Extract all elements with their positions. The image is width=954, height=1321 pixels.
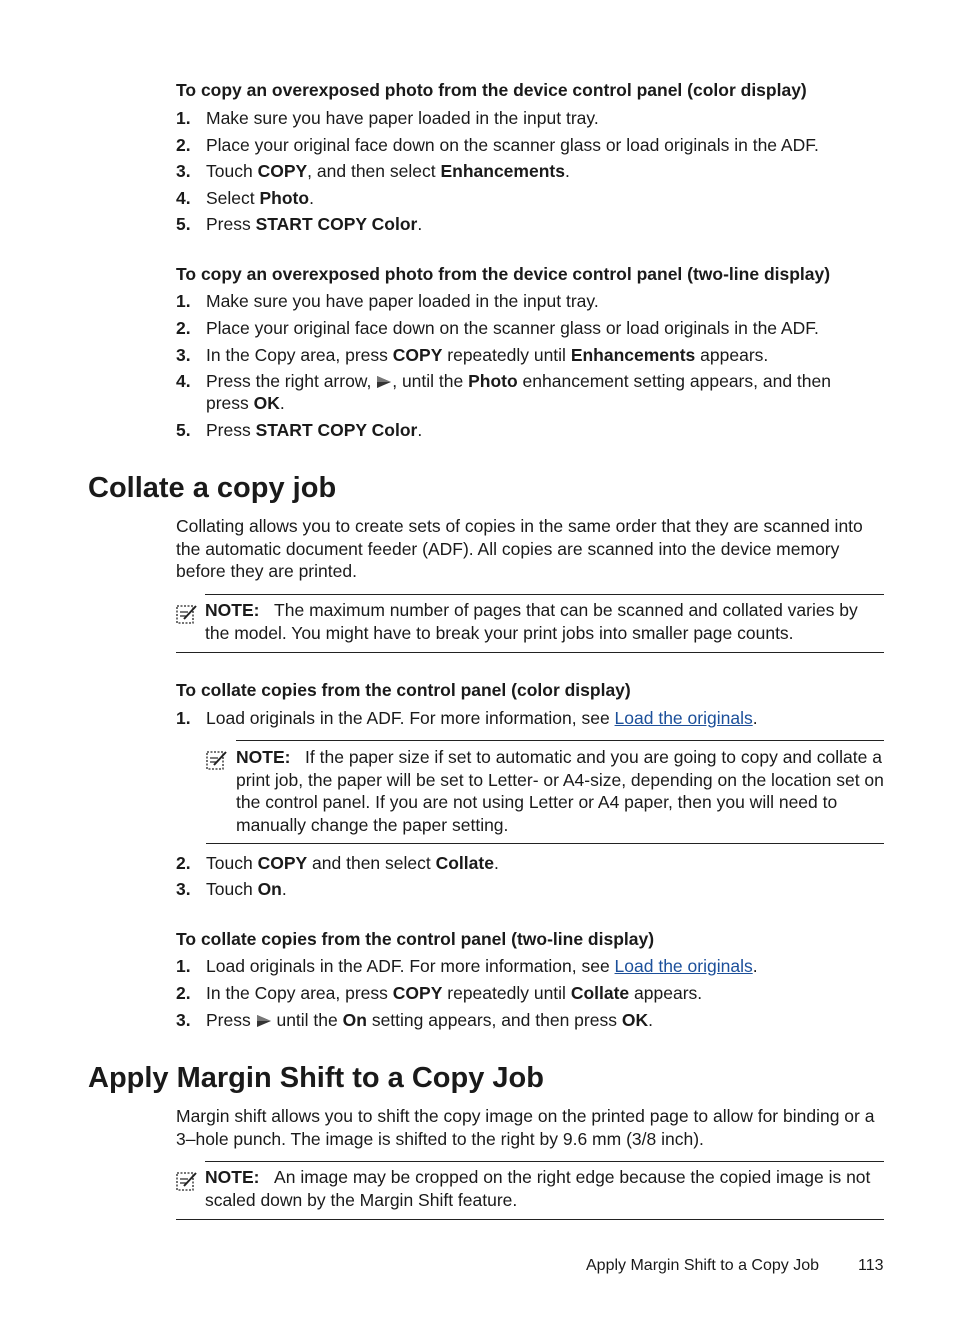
load-originals-link[interactable]: Load the originals bbox=[614, 956, 753, 976]
step-text: Touch COPY and then select Collate. bbox=[206, 853, 499, 873]
note-rule bbox=[205, 594, 884, 595]
step-text: Press START COPY Color. bbox=[206, 420, 423, 440]
step-number: 1. bbox=[176, 291, 191, 311]
step-number: 2. bbox=[176, 135, 191, 155]
footer-title: Apply Margin Shift to a Copy Job bbox=[586, 1257, 820, 1274]
load-originals-link[interactable]: Load the originals bbox=[614, 708, 753, 728]
procedure-title-two-line-display: To copy an overexposed photo from the device control panel (two-line display) bbox=[176, 264, 831, 284]
step-number: 2. bbox=[176, 853, 191, 873]
step-text: Select Photo. bbox=[206, 188, 314, 208]
right-arrow-icon bbox=[256, 1014, 272, 1028]
note-pencil-icon bbox=[176, 603, 198, 625]
step-number: 3. bbox=[176, 161, 191, 181]
step-number: 1. bbox=[176, 108, 191, 128]
step-number: 2. bbox=[176, 983, 191, 1003]
section-heading-collate: Collate a copy job bbox=[88, 472, 337, 504]
step-number: 3. bbox=[176, 345, 191, 365]
note-pencil-icon bbox=[206, 749, 228, 771]
step-number: 1. bbox=[176, 956, 191, 976]
step-number: 5. bbox=[176, 214, 191, 234]
section-heading-margin-shift: Apply Margin Shift to a Copy Job bbox=[88, 1062, 544, 1094]
note-rule bbox=[205, 1161, 884, 1162]
procedure-title-color-display: To copy an overexposed photo from the device control panel (color display) bbox=[176, 80, 807, 100]
procedure-title-collate-two-line: To collate copies from the control panel (two-line display) bbox=[176, 929, 655, 949]
note-rule bbox=[236, 740, 884, 741]
step-text: Make sure you have paper loaded in the input tray. bbox=[206, 108, 599, 128]
step-number: 4. bbox=[176, 188, 191, 208]
note-text: NOTE: An image may be cropped on the right edge because the copied image is not scaled down by the Margin Shift feature. bbox=[205, 1167, 871, 1210]
step-number: 3. bbox=[176, 879, 191, 899]
step-number: 2. bbox=[176, 318, 191, 338]
note-box bbox=[176, 1161, 884, 1220]
page-number: 113 bbox=[858, 1257, 884, 1274]
step-text: Touch COPY, and then select Enhancements. bbox=[206, 161, 570, 181]
step-number: 5. bbox=[176, 420, 191, 440]
note-box bbox=[206, 740, 884, 844]
step-text: In the Copy area, press COPY repeatedly until Collate appears. bbox=[206, 983, 703, 1003]
procedure-title-collate-color: To collate copies from the control panel (color display) bbox=[176, 680, 631, 700]
step-text: Place your original face down on the scanner glass or load originals in the ADF. bbox=[206, 135, 819, 155]
step-text: Load originals in the ADF. For more information, see Load the originals. bbox=[206, 708, 758, 728]
step-number: 1. bbox=[176, 708, 191, 728]
step-text: Place your original face down on the scanner glass or load originals in the ADF. bbox=[206, 318, 819, 338]
right-arrow-icon bbox=[376, 375, 392, 389]
note-pencil-icon bbox=[176, 1170, 198, 1192]
collate-intro: Collating allows you to create sets of copies in the same order that they are scanned into the automatic document feeder (ADF). All copies are scanned into the device memory before they are printed. bbox=[176, 516, 863, 581]
step-text: Load originals in the ADF. For more information, see Load the originals. bbox=[206, 956, 758, 976]
step-text: Make sure you have paper loaded in the input tray. bbox=[206, 291, 599, 311]
note-box bbox=[176, 594, 884, 653]
step-text: Press until the On setting appears, and then press OK. bbox=[206, 1010, 653, 1030]
step-text: Press START COPY Color. bbox=[206, 214, 423, 234]
margin-shift-intro: Margin shift allows you to shift the copy image on the printed page to allow for binding or a 3–hole punch. The image is shifted to the right by 9.6 mm (3/8 inch). bbox=[176, 1106, 875, 1149]
note-text: NOTE: If the paper size if set to automatic and you are going to copy and collate a print job, the paper will be set to Letter- or A4-size, depending on the location set on the control panel. If you are not using Letter or A4 paper, then you will need to manually change the paper setting. bbox=[236, 747, 884, 835]
step-number: 4. bbox=[176, 371, 191, 391]
step-text: Touch On. bbox=[206, 879, 287, 899]
note-text: NOTE: The maximum number of pages that can be scanned and collated varies by the model. You might have to break your print jobs into smaller page counts. bbox=[205, 600, 858, 643]
step-text: Press the right arrow, , until the Photo enhancement setting appears, and then press OK. bbox=[206, 371, 831, 413]
step-number: 3. bbox=[176, 1010, 191, 1030]
step-text: In the Copy area, press COPY repeatedly until Enhancements appears. bbox=[206, 345, 769, 365]
